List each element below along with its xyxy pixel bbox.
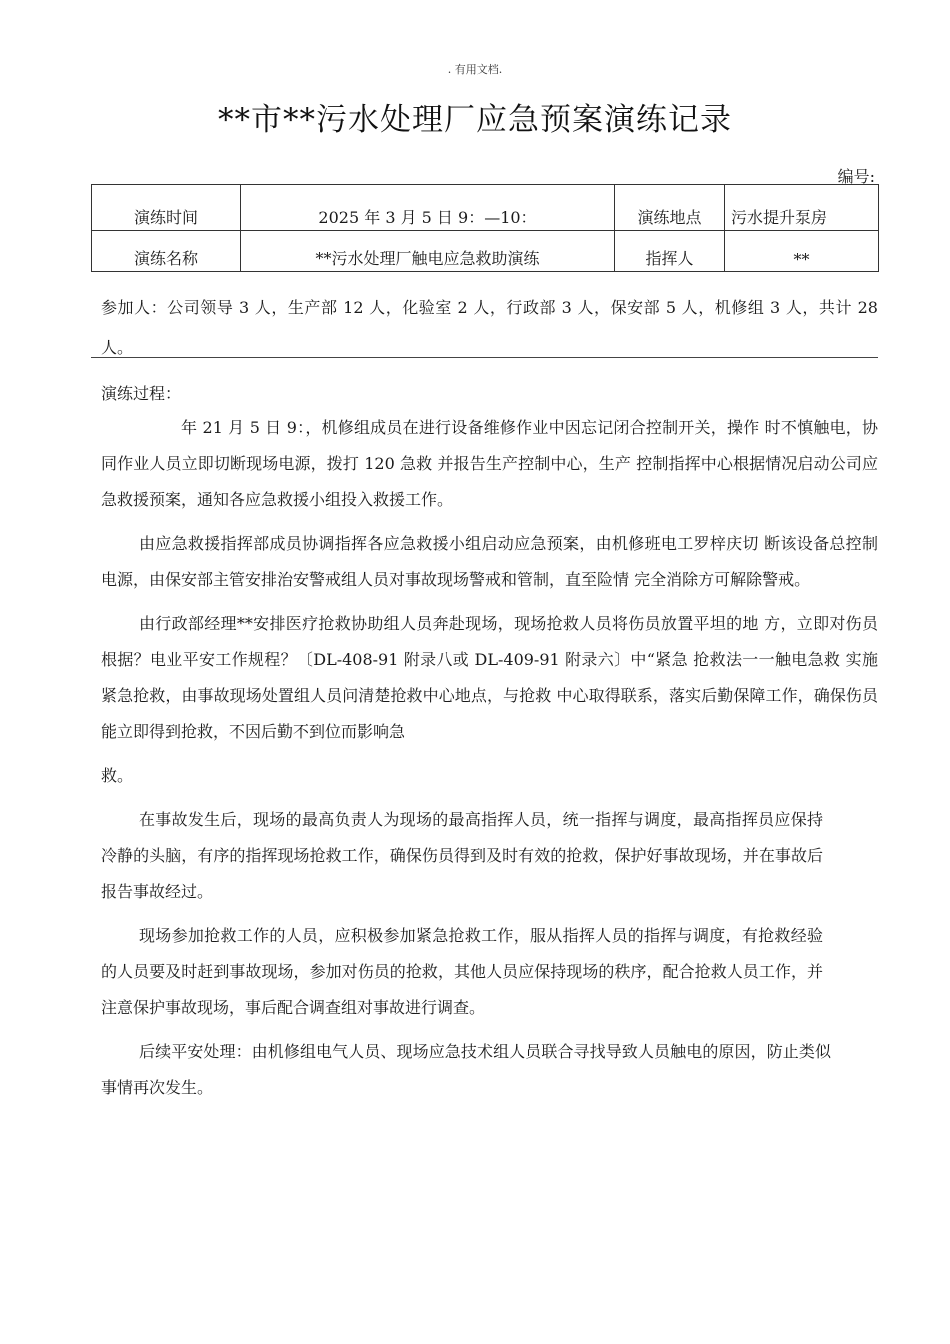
paragraph: 由行政部经理**安排医疗抢救协助组人员奔赴现场，现场抢救人员将伤员放置平坦的地 方，立即对伤员根据？电业平安工作规程？〔DL-408-91 附录八或 DL-409-91 附录六〕中“紧急 抢救法一一触电急救 实施紧急抢救，由事故现场处置组人员问清楚抢救中心地点，与抢救 中心取得联系，落实后勤保障工作，确保伤员能立即得到抢救，不因后勤不到位而影响急: [101, 614, 878, 741]
paragraph: 救。: [101, 766, 134, 785]
table-row: [92, 185, 879, 231]
paragraph: 现场参加抢救工作的人员，应积极参加紧急抢救工作，服从指挥人员的指挥与调度，有抢救经验的人员要及时赶到事故现场，参加对伤员的抢救，其他人员应保持现场的秩序，配合抢救人员工作，并注意保护事故现场，事后配合调查组对事故进行调查。: [101, 926, 823, 1017]
paragraph: 由应急救援指挥部成员协调指挥各应急救援小组启动应急预案，由机修班电工罗梓庆切 断该设备总控制电源，由保安部主管安排治安警戒组人员对事故现场警戒和管制，直至险情 完全消除方可解除警戒。: [101, 534, 878, 589]
paragraph: 在事故发生后，现场的最高负责人为现场的最高指挥人员，统一指挥与调度，最高指挥员应保持冷静的头脑，有序的指挥现场抢救工作，确保伤员得到及时有效的抢救，保护好事故现场，并在事故后报告事故经过。: [101, 810, 823, 901]
drill-location-label: 演练地点: [615, 185, 725, 231]
document-title: **市**污水处理厂应急预案演练记录: [218, 102, 732, 138]
divider: [91, 357, 878, 358]
paragraph: 年 21 月 5 日 9：，机修组成员在进行设备维修作业中因忘记闭合控制开关，操作 时不慎触电，协同作业人员立即切断现场电源，拨打 120 急救 并报告生产控制中心，生产 控制指挥中心根据情况启动公司应急救援预案，通知各应急救援小组投入救援工作。: [101, 418, 878, 509]
drill-time-label: 演练时间: [92, 185, 241, 231]
participants-text: 参加人：公司领导 3 人，生产部 12 人，化验室 2 人，行政部 3 人，保安部 5 人，机修组 3 人，共计 28 人。: [101, 298, 878, 357]
process-label: 演练过程：: [101, 384, 182, 403]
commander-label: 指挥人: [615, 231, 725, 272]
commander-value: **: [725, 231, 879, 272]
drill-info-table: [91, 184, 879, 272]
drill-location-value: 污水提升泵房: [725, 185, 879, 231]
paragraph: 后续平安处理：由机修组电气人员、现场应急技术组人员联合寻找导致人员触电的原因，防止类似事情再次发生。: [101, 1042, 831, 1097]
process-body: [101, 410, 878, 1106]
drill-name-label: 演练名称: [92, 231, 241, 272]
drill-time-value: 2025 年 3 月 5 日 9：—10：: [241, 185, 615, 231]
table-row: [92, 231, 879, 272]
document-number-label: 编号:: [837, 167, 875, 186]
drill-name-value: **污水处理厂触电应急救助演练: [241, 231, 615, 272]
header-note: . 有用文档.: [447, 63, 503, 76]
